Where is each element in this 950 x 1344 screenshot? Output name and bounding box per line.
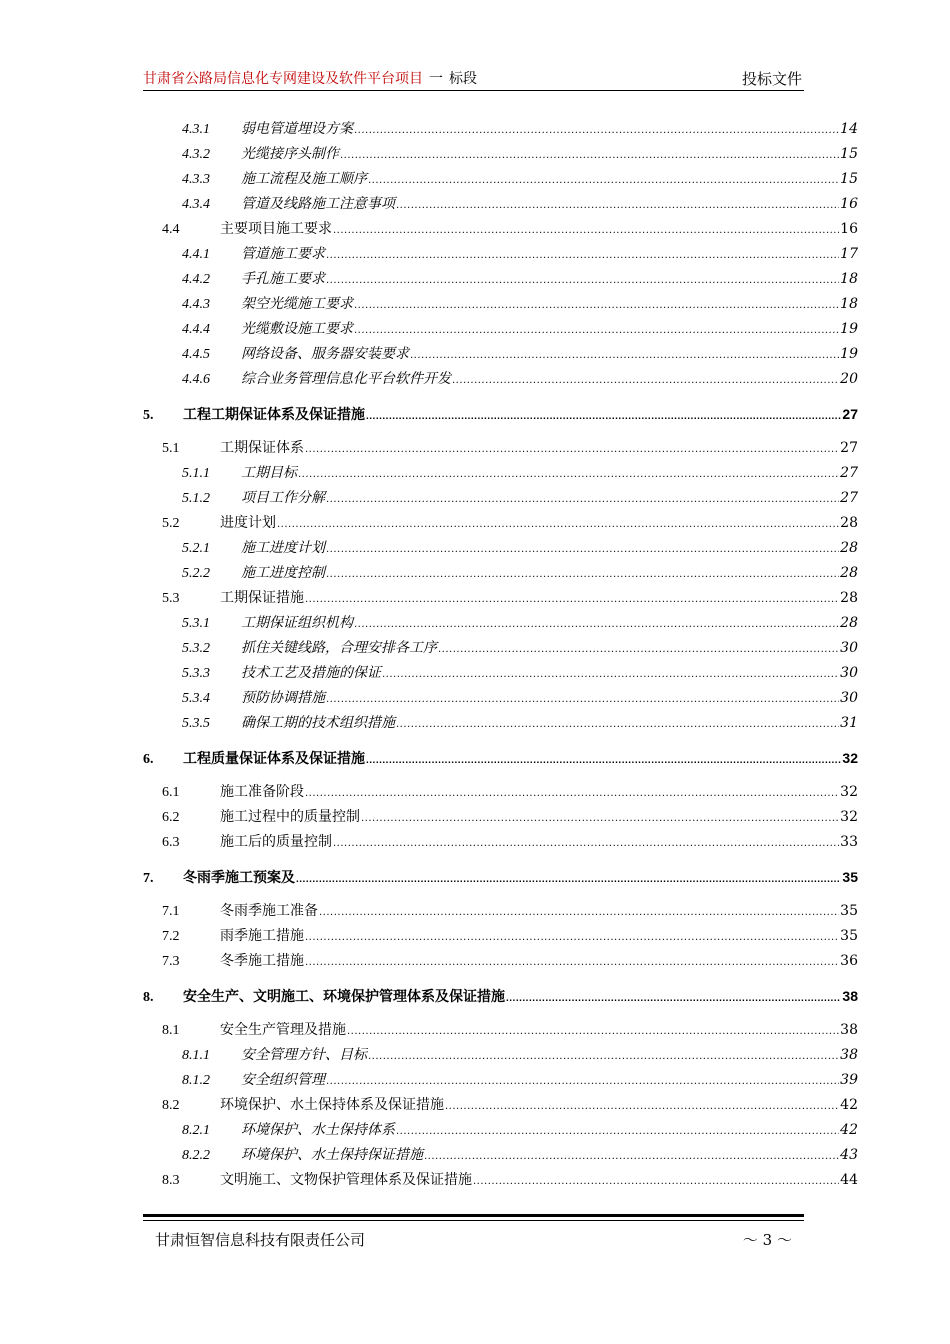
toc-entry-page: 16: [840, 221, 858, 237]
toc-entry[interactable]: [182, 368, 858, 390]
toc-entry-title: 进度计划: [220, 515, 276, 531]
toc-entry-title: 冬雨季施工预案及: [183, 869, 295, 885]
toc-leader-dots: [445, 1096, 839, 1118]
toc-entry[interactable]: [182, 118, 858, 140]
toc-entry-number: 5.1.2: [182, 491, 210, 506]
toc-entry-title: 安全生产、文明施工、环境保护管理体系及保证措施: [183, 988, 505, 1004]
toc-leader-dots: [326, 1071, 839, 1093]
toc-entry-title: 光缆敷设施工要求: [241, 321, 353, 337]
toc-entry-title: 施工过程中的质量控制: [220, 809, 360, 825]
toc-entry-title: 网络设备、服务器安装要求: [241, 346, 409, 362]
toc-leader-dots: [410, 345, 839, 367]
toc-entry[interactable]: [143, 403, 858, 425]
toc-entry[interactable]: [143, 747, 858, 769]
toc-leader-dots: [326, 245, 839, 267]
toc-entry-page: 39: [840, 1072, 858, 1088]
toc-entry-number: 8.2: [162, 1098, 180, 1113]
header-title: [143, 68, 477, 88]
toc-entry-number: 5.1: [162, 441, 180, 456]
toc-entry[interactable]: [162, 1169, 858, 1191]
toc-entry[interactable]: [182, 193, 858, 215]
toc-entry-title: 项目工作分解: [241, 490, 325, 506]
toc-entry-number: 6.1: [162, 785, 180, 800]
toc-entry-number: 4.4: [162, 222, 180, 237]
toc-leader-dots: [277, 514, 839, 536]
toc-entry-title: 环境保护、水土保持体系: [241, 1122, 395, 1138]
toc-entry-page: 32: [840, 784, 858, 800]
toc-entry-page: 28: [840, 515, 858, 531]
toc-entry-page: 42: [840, 1122, 858, 1138]
toc-entry-page: 27: [842, 406, 858, 422]
toc-entry-page: 44: [840, 1172, 858, 1188]
toc-leader-dots: [396, 195, 839, 217]
toc-leader-dots: [326, 564, 839, 586]
toc-entry[interactable]: [162, 831, 858, 853]
toc-entry-number: 5.3.2: [182, 641, 210, 656]
toc-entry-title: 技术工艺及措施的保证: [241, 665, 381, 681]
toc-entry[interactable]: [182, 143, 858, 165]
toc-entry[interactable]: [162, 806, 858, 828]
toc-entry-title: 确保工期的技术组织措施: [241, 715, 395, 731]
toc-entry[interactable]: [182, 243, 858, 265]
toc-entry-title: 管道施工要求: [241, 246, 325, 262]
footer-page-number: ～ 3 ～: [742, 1231, 792, 1249]
toc-entry-page: 33: [840, 834, 858, 850]
toc-entry-title: 安全管理方针、目标: [241, 1047, 367, 1063]
toc-entry[interactable]: [162, 437, 858, 459]
toc-entry[interactable]: [182, 537, 858, 559]
page-footer: [143, 1214, 804, 1257]
toc-entry-number: 6.3: [162, 835, 180, 850]
toc-entry-page: 42: [840, 1097, 858, 1113]
toc-leader-dots: [305, 783, 839, 805]
toc-entry-page: 19: [840, 321, 858, 337]
toc-leader-dots: [298, 464, 839, 486]
toc-entry-page: 38: [840, 1022, 858, 1038]
toc-entry[interactable]: [182, 343, 858, 365]
toc-entry-number: 5.3.1: [182, 616, 210, 631]
toc-entry-title: 综合业务管理信息化平台软件开发: [241, 371, 451, 387]
toc-entry-number: 4.3.1: [182, 122, 210, 137]
toc-entry-number: 8.2.2: [182, 1148, 210, 1163]
toc-leader-dots: [368, 1046, 839, 1068]
toc-entry-page: 19: [840, 346, 858, 362]
toc-entry-title: 工期保证体系: [220, 440, 304, 456]
toc-entry-number: 7.2: [162, 929, 180, 944]
toc-leader-dots: [473, 1171, 839, 1193]
toc-entry-number: 4.4.6: [182, 372, 210, 387]
toc-entry-number: 4.4.2: [182, 272, 210, 287]
toc-entry-page: 14: [840, 121, 858, 137]
toc-entry-page: 27: [840, 465, 858, 481]
toc-entry-title: 施工进度计划: [241, 540, 325, 556]
toc-entry-title: 工程工期保证体系及保证措施: [183, 406, 365, 422]
toc-leader-dots: [366, 750, 841, 772]
footer-company: 甘肃恒智信息科技有限责任公司: [155, 1231, 366, 1249]
toc-entry-page: 30: [840, 640, 858, 656]
toc-entry-title: 雨季施工措施: [220, 928, 304, 944]
toc-entry[interactable]: [182, 637, 858, 659]
toc-entry[interactable]: [182, 562, 858, 584]
toc-entry-page: 38: [842, 988, 858, 1004]
toc-entry-number: 8.1: [162, 1023, 180, 1038]
toc-entry-title: 施工准备阶段: [220, 784, 304, 800]
toc-entry-title: 施工流程及施工顺序: [241, 171, 367, 187]
toc-entry-number: 4.3.2: [182, 147, 210, 162]
toc-entry[interactable]: [162, 218, 858, 240]
toc-entry-title: 安全生产管理及措施: [220, 1022, 346, 1038]
toc-entry-number: 5.3.4: [182, 691, 210, 706]
toc-leader-dots: [305, 927, 839, 949]
toc-entry-page: 15: [840, 171, 858, 187]
toc-entry-number: 8.1.1: [182, 1048, 210, 1063]
toc-entry-number: 5.3.3: [182, 666, 210, 681]
toc-leader-dots: [305, 439, 839, 461]
toc-entry[interactable]: [162, 781, 858, 803]
header-project-name: 甘肃省公路局信息化专网建设及软件平台项目: [143, 71, 423, 87]
toc-entry-page: 35: [842, 869, 858, 885]
toc-entry[interactable]: [162, 950, 858, 972]
toc-entry[interactable]: [162, 925, 858, 947]
toc-entry-number: 4.4.4: [182, 322, 210, 337]
toc-entry[interactable]: [182, 462, 858, 484]
toc-entry[interactable]: [143, 866, 858, 888]
toc-entry[interactable]: [162, 587, 858, 609]
toc-entry-number: 5.1.1: [182, 466, 210, 481]
toc-leader-dots: [326, 270, 839, 292]
toc-leader-dots: [368, 170, 839, 192]
toc-entry-title: 光缆接序头制作: [241, 146, 339, 162]
toc-entry-page: 28: [840, 615, 858, 631]
toc-leader-dots: [326, 539, 839, 561]
toc-entry[interactable]: [182, 1069, 858, 1091]
toc-leader-dots: [366, 406, 841, 428]
toc-entry-number: 4.4.3: [182, 297, 210, 312]
toc-leader-dots: [354, 120, 839, 142]
toc-entry[interactable]: [182, 612, 858, 634]
toc-leader-dots: [424, 1146, 839, 1168]
toc-entry[interactable]: [162, 1094, 858, 1116]
toc-entry-number: 7.1: [162, 904, 180, 919]
toc-entry-page: 32: [840, 809, 858, 825]
header-section: 标段: [449, 71, 477, 87]
toc-entry-page: 28: [840, 565, 858, 581]
toc-entry[interactable]: [182, 1144, 858, 1166]
toc-entry[interactable]: [182, 712, 858, 734]
toc-leader-dots: [326, 489, 839, 511]
toc-entry-number: 8.1.2: [182, 1073, 210, 1088]
toc-leader-dots: [354, 295, 839, 317]
toc-leader-dots: [296, 869, 841, 891]
toc-entry-number: 6.: [143, 752, 154, 767]
toc-entry[interactable]: [182, 1119, 858, 1141]
toc-entry-title: 环境保护、水土保持体系及保证措施: [220, 1097, 444, 1113]
toc-entry-title: 施工进度控制: [241, 565, 325, 581]
toc-leader-dots: [396, 714, 839, 736]
toc-entry-page: 18: [840, 296, 858, 312]
toc-entry-title: 安全组织管理: [241, 1072, 325, 1088]
toc-entry-number: 5.2.1: [182, 541, 210, 556]
toc-leader-dots: [506, 988, 841, 1010]
toc-entry-title: 架空光缆施工要求: [241, 296, 353, 312]
toc-leader-dots: [354, 320, 839, 342]
toc-entry-title: 手孔施工要求: [241, 271, 325, 287]
toc-leader-dots: [333, 833, 839, 855]
toc-entry-number: 5.: [143, 408, 154, 423]
toc-leader-dots: [340, 145, 839, 167]
toc-entry-title: 冬季施工措施: [220, 953, 304, 969]
toc-entry-page: 30: [840, 690, 858, 706]
toc-entry-number: 5.2: [162, 516, 180, 531]
toc-entry[interactable]: [182, 268, 858, 290]
toc-leader-dots: [361, 808, 839, 830]
toc-entry[interactable]: [162, 900, 858, 922]
toc-entry-number: 7.: [143, 871, 154, 886]
page-header: [143, 66, 804, 91]
toc-entry-number: 7.3: [162, 954, 180, 969]
toc-entry-page: 18: [840, 271, 858, 287]
toc-entry-page: 15: [840, 146, 858, 162]
toc-entry[interactable]: [182, 487, 858, 509]
toc-entry-title: 文明施工、文物保护管理体系及保证措施: [220, 1172, 472, 1188]
toc-entry-title: 冬雨季施工准备: [220, 903, 318, 919]
toc-entry-page: 28: [840, 590, 858, 606]
toc-entry-page: 16: [840, 196, 858, 212]
toc-leader-dots: [382, 664, 839, 686]
toc-entry-number: 5.3: [162, 591, 180, 606]
toc-entry-number: 4.3.4: [182, 197, 210, 212]
toc-entry-page: 43: [840, 1147, 858, 1163]
toc-entry-number: 4.4.1: [182, 247, 210, 262]
toc-entry-title: 预防协调措施: [241, 690, 325, 706]
toc-entry-title: 主要项目施工要求: [220, 221, 332, 237]
toc-entry-title: 工期保证组织机构: [241, 615, 353, 631]
toc-entry[interactable]: [162, 1019, 858, 1041]
toc-entry-title: 管道及线路施工注意事项: [241, 196, 395, 212]
toc-entry-title: 弱电管道埋设方案: [241, 121, 353, 137]
toc-entry-number: 5.3.5: [182, 716, 210, 731]
toc-entry[interactable]: [162, 512, 858, 534]
toc-entry[interactable]: [182, 293, 858, 315]
toc-entry-number: 5.2.2: [182, 566, 210, 581]
toc-entry-number: 4.4.5: [182, 347, 210, 362]
toc-entry-page: 30: [840, 665, 858, 681]
toc-entry-title: 环境保护、水土保持保证措施: [241, 1147, 423, 1163]
toc-entry[interactable]: [182, 662, 858, 684]
toc-entry-title: 工程质量保证体系及保证措施: [183, 750, 365, 766]
toc-leader-dots: [305, 589, 839, 611]
toc-entry-page: 35: [840, 903, 858, 919]
toc-entry-page: 17: [840, 246, 858, 262]
toc-entry-number: 8.3: [162, 1173, 180, 1188]
toc-entry[interactable]: [182, 318, 858, 340]
toc-entry-page: 35: [840, 928, 858, 944]
toc-entry-page: 20: [840, 371, 858, 387]
toc-entry-page: 38: [840, 1047, 858, 1063]
toc-entry[interactable]: [182, 687, 858, 709]
toc-entry-title: 施工后的质量控制: [220, 834, 332, 850]
toc-entry[interactable]: [182, 168, 858, 190]
toc-entry-number: 8.2.1: [182, 1123, 210, 1138]
toc-entry-page: 28: [840, 540, 858, 556]
toc-entry-page: 27: [840, 490, 858, 506]
toc-leader-dots: [354, 614, 839, 636]
toc-entry-page: 32: [842, 750, 858, 766]
toc-leader-dots: [438, 639, 839, 661]
toc-leader-dots: [305, 952, 839, 974]
toc-entry-number: 8.: [143, 990, 154, 1005]
toc-entry-title: 工期保证措施: [220, 590, 304, 606]
toc-entry-number: 6.2: [162, 810, 180, 825]
toc-entry-page: 31: [840, 715, 858, 731]
toc-entry[interactable]: [182, 1044, 858, 1066]
toc-leader-dots: [452, 370, 839, 392]
toc-leader-dots: [326, 689, 839, 711]
toc-leader-dots: [333, 220, 839, 242]
header-doc-type: 投标文件: [741, 70, 802, 88]
toc-entry-page: 36: [840, 953, 858, 969]
toc-entry-title: 工期目标: [241, 465, 297, 481]
toc-entry[interactable]: [143, 985, 858, 1007]
header-separator: 一: [429, 71, 443, 87]
toc-entry-page: 27: [840, 440, 858, 456]
toc-leader-dots: [319, 902, 839, 924]
toc-entry-title: 抓住关键线路，合理安排各工序: [241, 640, 437, 656]
toc-leader-dots: [347, 1021, 839, 1043]
toc-entry-number: 4.3.3: [182, 172, 210, 187]
toc-leader-dots: [396, 1121, 839, 1143]
